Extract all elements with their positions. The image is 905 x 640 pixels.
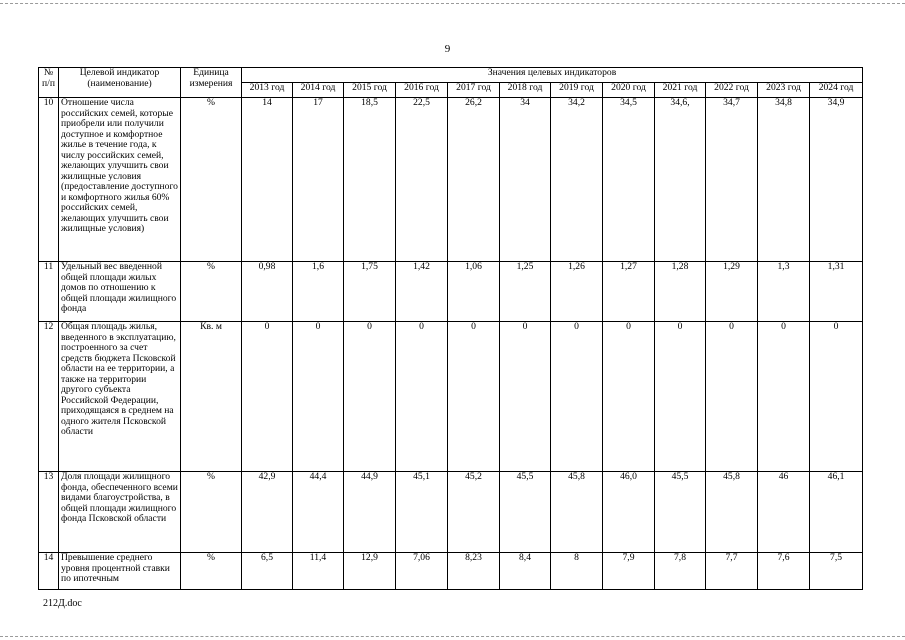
value-cell: 7,06 (396, 553, 448, 590)
value-cell: 45,8 (706, 472, 758, 553)
value-cell: 0 (810, 322, 863, 472)
value-cell: 34,6, (655, 98, 706, 262)
header-year: 2021 год (655, 83, 706, 98)
value-cell: 7,8 (655, 553, 706, 590)
value-cell: 11,4 (293, 553, 344, 590)
page-edge-bottom (0, 636, 905, 637)
unit-cell: % (181, 262, 242, 322)
value-cell: 0 (758, 322, 810, 472)
value-cell: 0 (551, 322, 603, 472)
value-cell: 1,31 (810, 262, 863, 322)
value-cell: 7,5 (810, 553, 863, 590)
value-cell: 46 (758, 472, 810, 553)
value-cell: 18,5 (344, 98, 396, 262)
value-cell: 0 (655, 322, 706, 472)
header-year: 2015 год (344, 83, 396, 98)
value-cell: 0,98 (242, 262, 293, 322)
unit-cell: Кв. м (181, 322, 242, 472)
value-cell: 45,5 (655, 472, 706, 553)
table-row (39, 553, 863, 590)
indicator-name: Удельный вес введенной общей площади жилых домов по отношению к общей площади жилищного фонда (59, 262, 181, 322)
value-cell: 8,23 (448, 553, 500, 590)
value-cell: 12,9 (344, 553, 396, 590)
value-cell: 0 (344, 322, 396, 472)
value-cell: 45,1 (396, 472, 448, 553)
indicator-name: Доля площади жилищного фонда, обеспеченного всеми видами благоустройства, в общей площади жилищного фонда Псковской области (59, 472, 181, 553)
value-cell: 6,5 (242, 553, 293, 590)
header-year: 2022 год (706, 83, 758, 98)
value-cell: 1,75 (344, 262, 396, 322)
value-cell: 34,9 (810, 98, 863, 262)
row-number: 11 (39, 262, 59, 322)
unit-cell: % (181, 553, 242, 590)
value-cell: 7,9 (603, 553, 655, 590)
value-cell: 0 (706, 322, 758, 472)
value-cell: 0 (448, 322, 500, 472)
value-cell: 1,27 (603, 262, 655, 322)
value-cell: 0 (603, 322, 655, 472)
header-year: 2020 год (603, 83, 655, 98)
value-cell: 17 (293, 98, 344, 262)
value-cell: 14 (242, 98, 293, 262)
value-cell: 0 (396, 322, 448, 472)
indicator-name: Отношение числа российских семей, которые приобрели или получили доступное и комфортное жилье в течение года, к числу российских семей, желающих улучшить свои жилищные условия (предоставление доступного и комфортного жилья 60% российских семей, желающих улучшить свои жилищные условия) (59, 98, 181, 262)
header-year: 2024 год (810, 83, 863, 98)
value-cell: 34 (500, 98, 551, 262)
value-cell: 1,6 (293, 262, 344, 322)
value-cell: 34,5 (603, 98, 655, 262)
header-year: 2018 год (500, 83, 551, 98)
value-cell: 22,5 (396, 98, 448, 262)
indicator-name: Общая площадь жилья, введенного в эксплуатацию, построенного за счет средств бюджета Псковской области на ее территории, а также на территории другого субъекта Российской Федерации, приходящаяся в среднем на одного жителя Псковской области (59, 322, 181, 472)
unit-cell: % (181, 472, 242, 553)
value-cell: 34,2 (551, 98, 603, 262)
header-values-title: Значения целевых индикаторов (242, 68, 863, 83)
page-number: 9 (444, 43, 451, 55)
value-cell: 45,8 (551, 472, 603, 553)
header-year: 2023 год (758, 83, 810, 98)
table-body (39, 98, 863, 590)
value-cell: 45,5 (500, 472, 551, 553)
value-cell: 7,6 (758, 553, 810, 590)
value-cell: 8 (551, 553, 603, 590)
header-num: № п/п (39, 68, 59, 98)
value-cell: 1,29 (706, 262, 758, 322)
value-cell: 46,0 (603, 472, 655, 553)
table-row (39, 98, 863, 262)
indicators-table (38, 67, 863, 590)
value-cell: 7,7 (706, 553, 758, 590)
value-cell: 1,42 (396, 262, 448, 322)
value-cell: 0 (242, 322, 293, 472)
value-cell: 34,7 (706, 98, 758, 262)
value-cell: 26,2 (448, 98, 500, 262)
table-row (39, 472, 863, 553)
value-cell: 0 (500, 322, 551, 472)
header-year: 2013 год (242, 83, 293, 98)
value-cell: 1,06 (448, 262, 500, 322)
header-year: 2019 год (551, 83, 603, 98)
value-cell: 1,25 (500, 262, 551, 322)
header-year: 2014 год (293, 83, 344, 98)
row-number: 13 (39, 472, 59, 553)
row-number: 10 (39, 98, 59, 262)
header-unit: Единица измерения (181, 68, 242, 98)
row-number: 12 (39, 322, 59, 472)
value-cell: 34,8 (758, 98, 810, 262)
header-year: 2016 год (396, 83, 448, 98)
header-year: 2017 год (448, 83, 500, 98)
value-cell: 1,28 (655, 262, 706, 322)
header-indicator: Целевой индикатор (наименование) (59, 68, 181, 98)
page-edge-top (0, 3, 905, 4)
indicator-name: Превышение среднего уровня процентной ставки по ипотечным (59, 553, 181, 590)
value-cell: 45,2 (448, 472, 500, 553)
table-row (39, 262, 863, 322)
value-cell: 44,9 (344, 472, 396, 553)
document-filename: 212Д.doc (43, 598, 82, 609)
value-cell: 46,1 (810, 472, 863, 553)
value-cell: 8,4 (500, 553, 551, 590)
unit-cell: % (181, 98, 242, 262)
row-number: 14 (39, 553, 59, 590)
value-cell: 1,3 (758, 262, 810, 322)
value-cell: 1,26 (551, 262, 603, 322)
value-cell: 0 (293, 322, 344, 472)
table-row (39, 322, 863, 472)
value-cell: 44,4 (293, 472, 344, 553)
value-cell: 42,9 (242, 472, 293, 553)
